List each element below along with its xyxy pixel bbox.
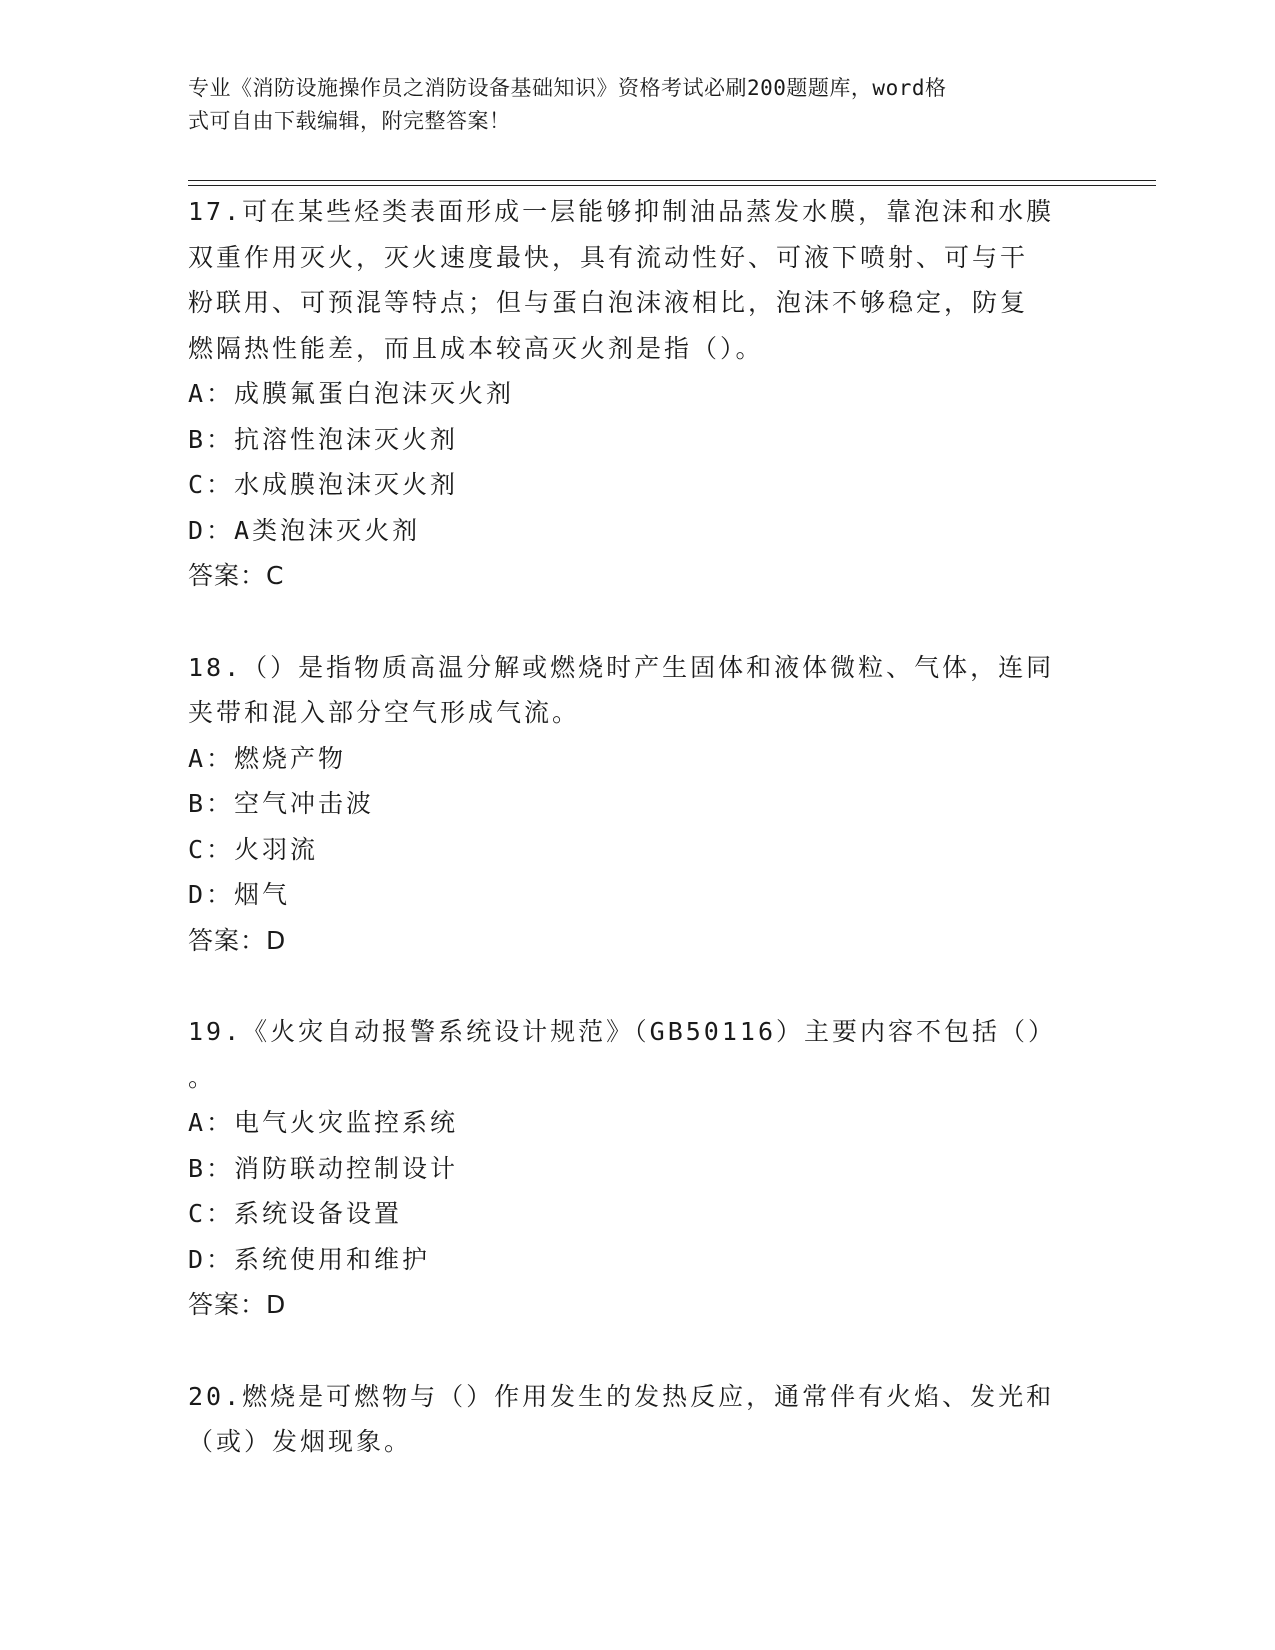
question-spacer [188, 1328, 1088, 1374]
question-20 [188, 1374, 1088, 1465]
option-d: D：A类泡沫灭火剂 [188, 515, 421, 545]
question-text-line: 。 [188, 1062, 217, 1092]
question-text-line: 粉联用、可预混等特点；但与蛋白泡沫液相比，泡沫不够稳定，防复 [188, 288, 1029, 317]
option-d: D：烟气 [188, 880, 291, 909]
question-text-line: 18.（）是指物质高温分解或燃烧时产生固体和液体微粒、气体，连同 [188, 652, 1055, 682]
document-header [188, 72, 1088, 138]
question-17 [188, 189, 1088, 599]
question-list [188, 189, 1088, 1465]
option-a: A：燃烧产物 [188, 743, 347, 773]
option-b: B：消防联动控制设计 [188, 1153, 459, 1183]
question-text-line: 双重作用灭火，灭火速度最快，具有流动性好、可液下喷射、可与干 [188, 242, 1029, 272]
header-line-1: 专业《消防设施操作员之消防设备基础知识》资格考试必刷200题题库，word格 [188, 76, 947, 100]
option-c: C：水成膜泡沫灭火剂 [188, 470, 459, 499]
option-a: A：电气火灾监控系统 [188, 1108, 459, 1137]
option-c: C：系统设备设置 [188, 1199, 403, 1228]
question-text-line: 17.可在某些烃类表面形成一层能够抑制油品蒸发水膜，靠泡沫和水膜 [188, 197, 1055, 226]
header-divider-top [188, 180, 1156, 181]
option-d: D：系统使用和维护 [188, 1244, 431, 1274]
answer: 答案：D [188, 1290, 287, 1319]
header-divider-bottom [188, 185, 1156, 186]
answer: 答案：D [188, 925, 287, 955]
question-19 [188, 1009, 1088, 1328]
header-line-2: 式可自由下载编辑，附完整答案！ [188, 109, 511, 133]
answer: 答案：C [188, 561, 285, 590]
question-text-line: 19.《火灾自动报警系统设计规范》（GB50116）主要内容不包括（） [188, 1017, 1057, 1046]
question-text-line: 燃隔热性能差，而且成本较高灭火剂是指（）。 [188, 333, 764, 363]
question-text-line: 20.燃烧是可燃物与（）作用发生的发热反应，通常伴有火焰、发光和 [188, 1381, 1055, 1411]
option-a: A：成膜氟蛋白泡沫灭火剂 [188, 379, 515, 408]
option-c: C：火羽流 [188, 834, 319, 864]
question-text-line: （或）发烟现象。 [188, 1427, 413, 1456]
option-b: B：抗溶性泡沫灭火剂 [188, 424, 459, 454]
question-spacer [188, 963, 1088, 1009]
option-b: B：空气冲击波 [188, 789, 375, 818]
question-18 [188, 645, 1088, 964]
question-text-line: 夹带和混入部分空气形成气流。 [188, 698, 581, 727]
question-spacer [188, 599, 1088, 645]
